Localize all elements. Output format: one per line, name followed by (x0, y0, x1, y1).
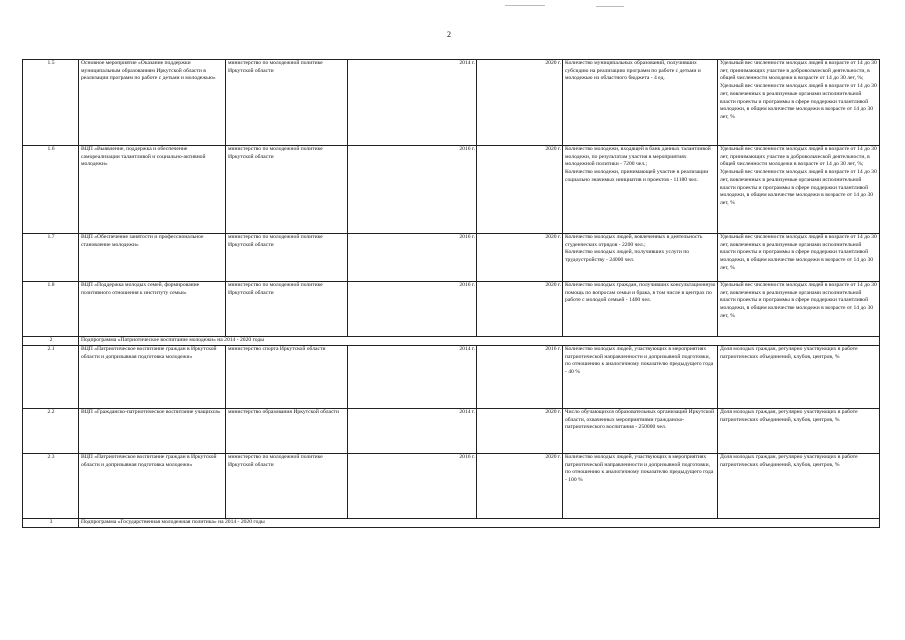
table-row (23, 454, 880, 519)
end-year: 2020 г. (477, 146, 563, 234)
start-year: 2014 г. (348, 346, 477, 409)
target-indicator: Доля молодых граждан, регулярно участвующих в работе патриотических объединений, клубов, центров, % (718, 346, 880, 409)
table-row (23, 282, 880, 337)
table-row (23, 234, 880, 282)
executor: министерство по молодежной политике Иркутской области (226, 146, 348, 234)
expected-result: Количество молодых людей, участвующих в мероприятиях патриотической направленности и допризывной подготовки, по отношению к аналогичному показателю предыдущего года - 100 % (563, 454, 718, 519)
executor: министерство по молодежной политике Иркутской области (226, 454, 348, 519)
executor: министерство спорта Иркутской области (226, 346, 348, 409)
executor: министерство по молодежной политике Иркутской области (226, 282, 348, 337)
executor: министерство по молодежной политике Иркутской области (226, 60, 348, 146)
start-year: 2016 г. (348, 146, 477, 234)
table-row (23, 60, 880, 146)
subprogram-title: Подпрограмма «Государственная молодежная политика» на 2014 - 2020 годы (79, 519, 880, 528)
activity-name: Основное мероприятие «Оказание поддержки муниципальным образованиям Иркутской области в реализации программ по работе с детьми и молодежью» (79, 60, 226, 146)
row-number: 3 (23, 519, 79, 528)
row-number: 1.6 (23, 146, 79, 234)
target-indicator: Удельный вес численности молодых людей в возрасте от 14 до 30 лет, принимающих участие в добровольческой деятельности, в общей численности молодежи в возрасте от 14 до 30 лет, %; Удельный вес численности молодых людей в возрасте от 14 до 30 лет, вовлеченных в реализуемые органами исполнительной власти проекты и программы в сфере поддержки талантливой молодежи, в общем количестве молодежи в возрасте от 14 до 30 лет, % (718, 60, 880, 146)
start-year: 2016 г. (348, 282, 477, 337)
end-year: 2016 г. (477, 346, 563, 409)
table-row (23, 409, 880, 454)
expected-result: Количество молодых людей, участвующих в мероприятиях патриотической направленности и допризывной подготовки, по отношению к аналогичному показателю предыдущего года - 40 % (563, 346, 718, 409)
start-year: 2016 г. (348, 234, 477, 282)
end-year: 2020 г. (477, 60, 563, 146)
executor: министерство по молодежной политике Иркутской области (226, 234, 348, 282)
expected-result: Количество молодых людей, вовлеченных в деятельность студенческих отрядов - 2200 чел.; Количество молодых людей, получивших услуги по трудоустройству - 24000 чел. (563, 234, 718, 282)
subprogram-row (23, 337, 880, 346)
target-indicator: Удельный вес численности молодых людей в возрасте от 14 до 30 лет, вовлеченных в реализуемые органами исполнительной власти проекты и программы в сфере поддержки талантливой молодежи, в общем количестве молодежи в возрасте от 14 до 30 лет, % (718, 282, 880, 337)
table-row (23, 146, 880, 234)
expected-result: Количество молодежи, входящей в банк данных талантливой молодежи, по результатам участия в мероприятиях молодежной политики - 7200 чел.; Количество молодежи, принимающей участие в реализации социально значимых инициатив и проектов - 11180 чел. (563, 146, 718, 234)
start-year: 2014 г. (348, 409, 477, 454)
row-number: 1.5 (23, 60, 79, 146)
expected-result: Количество молодых граждан, получивших консультационную помощь по вопросам семьи и брака, в том числе в центрах по работе с молодой семьей - 1400 чел. (563, 282, 718, 337)
end-year: 2020 г. (477, 409, 563, 454)
expected-result: Число обучающихся образовательных организаций Иркутской области, охваченных мероприятиями гражданско-патриотического воспитания - 250000 чел. (563, 409, 718, 454)
scan-artifact-line (505, 5, 545, 6)
activity-name: ВЦП «Выявление, поддержка и обеспечение самореализации талантливой и социально-активной молодежи» (79, 146, 226, 234)
row-number: 1.8 (23, 282, 79, 337)
expected-result: Количество муниципальных образований, получивших субсидию на реализацию программ по работе с детьми и молодежью из областного бюджета - 4 ед. (563, 60, 718, 146)
activity-name: ВЦП «Обеспечение занятости и профессиональное становление молодежи» (79, 234, 226, 282)
activities-table (22, 59, 880, 528)
activity-name: ВЦП «Гражданско-патриотическое воспитание учащихся» (79, 409, 226, 454)
row-number: 2 (23, 337, 79, 346)
subprogram-row (23, 519, 880, 528)
executor: министерство образования Иркутской области (226, 409, 348, 454)
target-indicator: Доля молодых граждан, регулярно участвующих в работе патриотических объединений, клубов, центров, % (718, 409, 880, 454)
scan-artifact-line (596, 6, 624, 7)
table-row (23, 346, 880, 409)
target-indicator: Удельный вес численности молодых людей в возрасте от 14 до 30 лет, принимающих участие в добровольческой деятельности, в общей численности молодежи в возрасте от 14 до 30 лет, %; Удельный вес численности молодых людей в возрасте от 14 до 30 лет, вовлеченных в реализуемые органами исполнительной власти проекты и программы в сфере поддержки талантливой молодежи, в общем количестве молодежи в возрасте от 14 до 30 лет, % (718, 146, 880, 234)
row-number: 2.1 (23, 346, 79, 409)
row-number: 1.7 (23, 234, 79, 282)
start-year: 2016 г. (348, 454, 477, 519)
target-indicator: Удельный вес численности молодых людей в возрасте от 14 до 30 лет, вовлеченных в реализуемые органами исполнительной власти проекты и программы в сфере поддержки талантливой молодежи, в общем количестве молодежи в возрасте от 14 до 30 лет, % (718, 234, 880, 282)
start-year: 2014 г. (348, 60, 477, 146)
page-number: 2 (447, 30, 451, 39)
activity-name: ВЦП «Поддержка молодых семей, формирование позитивного отношения к институту семьи» (79, 282, 226, 337)
row-number: 2.3 (23, 454, 79, 519)
activity-name: ВЦП «Патриотическое воспитание граждан в Иркутской области и допризывная подготовка молодежи» (79, 346, 226, 409)
activity-name: ВЦП «Патриотическое воспитание граждан в Иркутской области и допризывная подготовка молодежи» (79, 454, 226, 519)
row-number: 2.2 (23, 409, 79, 454)
end-year: 2020 г. (477, 234, 563, 282)
target-indicator: Доля молодых граждан, регулярно участвующих в работе патриотических объединений, клубов, центров, % (718, 454, 880, 519)
end-year: 2020 г. (477, 454, 563, 519)
subprogram-title: Подпрограмма «Патриотическое воспитание молодежи» на 2014 - 2020 годы (79, 337, 880, 346)
end-year: 2020 г. (477, 282, 563, 337)
